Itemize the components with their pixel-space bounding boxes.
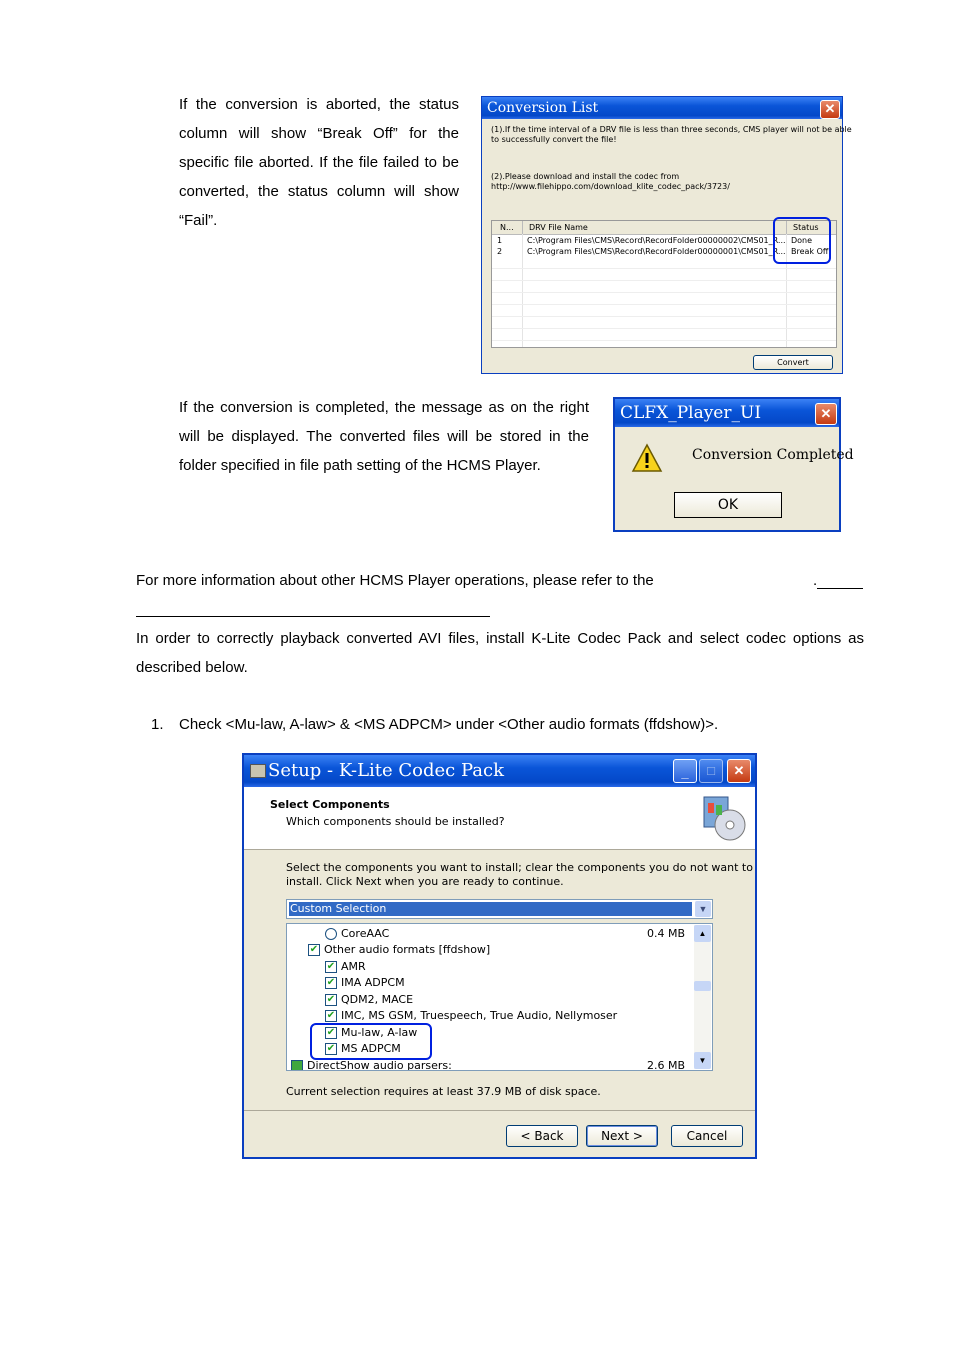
reference-underline-2 [136,616,490,617]
status-highlight [773,217,831,264]
aborted-paragraph: If the conversion is aborted, the status column will show “Break Off” for the specific file aborted. If the file failed to be converted, the status column will show “Fail”. [179,96,459,229]
radio-button[interactable] [325,928,337,940]
maximize-icon[interactable]: □ [699,759,723,783]
warning-icon [631,443,663,473]
row-file: C:\Program Files\CMS\Record\RecordFolder00000001\CMS01_R... [527,247,786,256]
setup-title: Setup - K-Lite Codec Pack [268,760,505,781]
more-info-paragraph: For more information about other HCMS Player operations, please refer to the [136,572,654,589]
setup-disc-icon [700,791,748,843]
setup-app-icon [250,764,266,778]
row-status: Done [791,236,813,245]
item-label: QDM2, MACE [341,993,414,1006]
dialog-titlebar [615,399,839,427]
instruction-line-a: Select the components you want to install; clear the components you do not want to [286,861,753,874]
chevron-down-icon[interactable]: ▼ [695,901,711,917]
checkbox[interactable]: ✔ [326,961,336,972]
row-number: 2 [497,247,503,256]
disk-space-text: Current selection requires at least 37.9 MB of disk space. [286,1085,601,1098]
item-label: CoreAAC [341,927,390,940]
checkbox[interactable]: ✔ [326,1010,336,1021]
ok-button[interactable]: OK [674,492,782,518]
note-1-line-a: (1).If the time interval of a DRV file is less than three seconds, CMS player will not be able [491,125,852,134]
checkbox[interactable]: ✔ [326,994,336,1005]
vertical-scrollbar[interactable] [694,925,711,1069]
scroll-up-icon[interactable]: ▲ [694,925,711,942]
row-status: Break Off [791,247,829,256]
dialog-title: CLFX_Player_UI [620,403,762,423]
item-size: 0.4 MB [646,927,685,940]
instruction-line-b: install. Click Next when you are ready to continue. [286,875,564,888]
dialog-message: Conversion Completed [692,447,854,463]
row-number: 1 [497,236,503,245]
checkbox[interactable] [291,1060,303,1071]
item-label: DirectShow audio parsers: [307,1059,452,1071]
column-file-name[interactable]: DRV File Name [529,223,588,232]
checkbox[interactable]: ✔ [326,1043,336,1054]
list-item[interactable] [325,960,366,973]
next-button[interactable]: Next > [586,1125,658,1147]
more-info-period: . [813,572,818,589]
scroll-down-icon[interactable]: ▼ [694,1052,711,1069]
item-size: 2.6 MB [646,1059,685,1071]
list-item[interactable] [325,976,405,989]
note-2-line-b: http://www.filehippo.com/download_klite_codec_pack/3723/ [491,182,730,191]
list-item[interactable] [308,943,490,956]
checkbox[interactable]: ✔ [326,977,336,988]
codec-highlight [310,1023,432,1060]
item-label: AMR [341,960,366,973]
select-components-heading: Select Components [270,798,390,811]
note-1-line-b: to successfully convert the file! [491,135,617,144]
close-icon[interactable]: ✕ [727,759,751,783]
checkbox[interactable]: ✔ [326,1027,336,1038]
conversion-list-titlebar [482,97,842,119]
item-label: IMC, MS GSM, Truespeech, True Audio, Nellymoser [341,1009,618,1022]
cancel-button[interactable]: Cancel [671,1125,743,1147]
minimize-icon[interactable]: _ [673,759,697,783]
select-components-subheading: Which components should be installed? [286,815,505,828]
checkbox[interactable]: ✔ [309,944,319,955]
list-item[interactable] [325,927,685,940]
note-2-line-a: (2).Please download and install the codec from [491,172,680,181]
conversion-list-title: Conversion List [487,100,599,116]
selection-dropdown[interactable] [286,899,713,919]
scroll-thumb[interactable] [694,981,711,991]
list-item[interactable] [325,993,413,1006]
setup-divider [244,1110,755,1111]
setup-titlebar [244,755,755,787]
convert-button[interactable]: Convert [753,355,833,370]
completed-paragraph: If the conversion is completed, the message as on the right will be displayed. The converted files will be stored in the folder specified in file path setting of the HCMS Player. [179,399,589,474]
codec-paragraph: In order to correctly playback converted AVI files, install K-Lite Codec Pack and select codec options as described below. [136,630,864,676]
reference-underline [817,588,863,589]
item-label: Mu-law, A-law [341,1026,418,1039]
list-item[interactable] [291,1059,685,1071]
step-number: 1. [151,716,164,733]
conversion-completed-dialog [613,397,854,532]
column-status[interactable]: Status [793,223,819,232]
list-item[interactable] [325,1009,617,1022]
setup-window [242,753,757,1159]
close-icon[interactable]: ✕ [815,403,837,425]
dropdown-value: Custom Selection [289,902,692,916]
back-button[interactable]: < Back [506,1125,578,1147]
setup-header [244,787,755,850]
step-1-text: Check <Mu-law, A-law> & <MS ADPCM> under <Other audio formats (ffdshow)>. [179,716,719,733]
column-number[interactable]: N... [500,223,514,232]
item-label: Other audio formats [ffdshow] [324,943,491,956]
item-label: MS ADPCM [341,1042,401,1055]
row-file: C:\Program Files\CMS\Record\RecordFolder00000002\CMS01_R... [527,236,786,245]
close-icon[interactable]: ✕ [820,100,840,119]
conversion-list-window [481,96,852,374]
item-label: IMA ADPCM [341,976,405,989]
